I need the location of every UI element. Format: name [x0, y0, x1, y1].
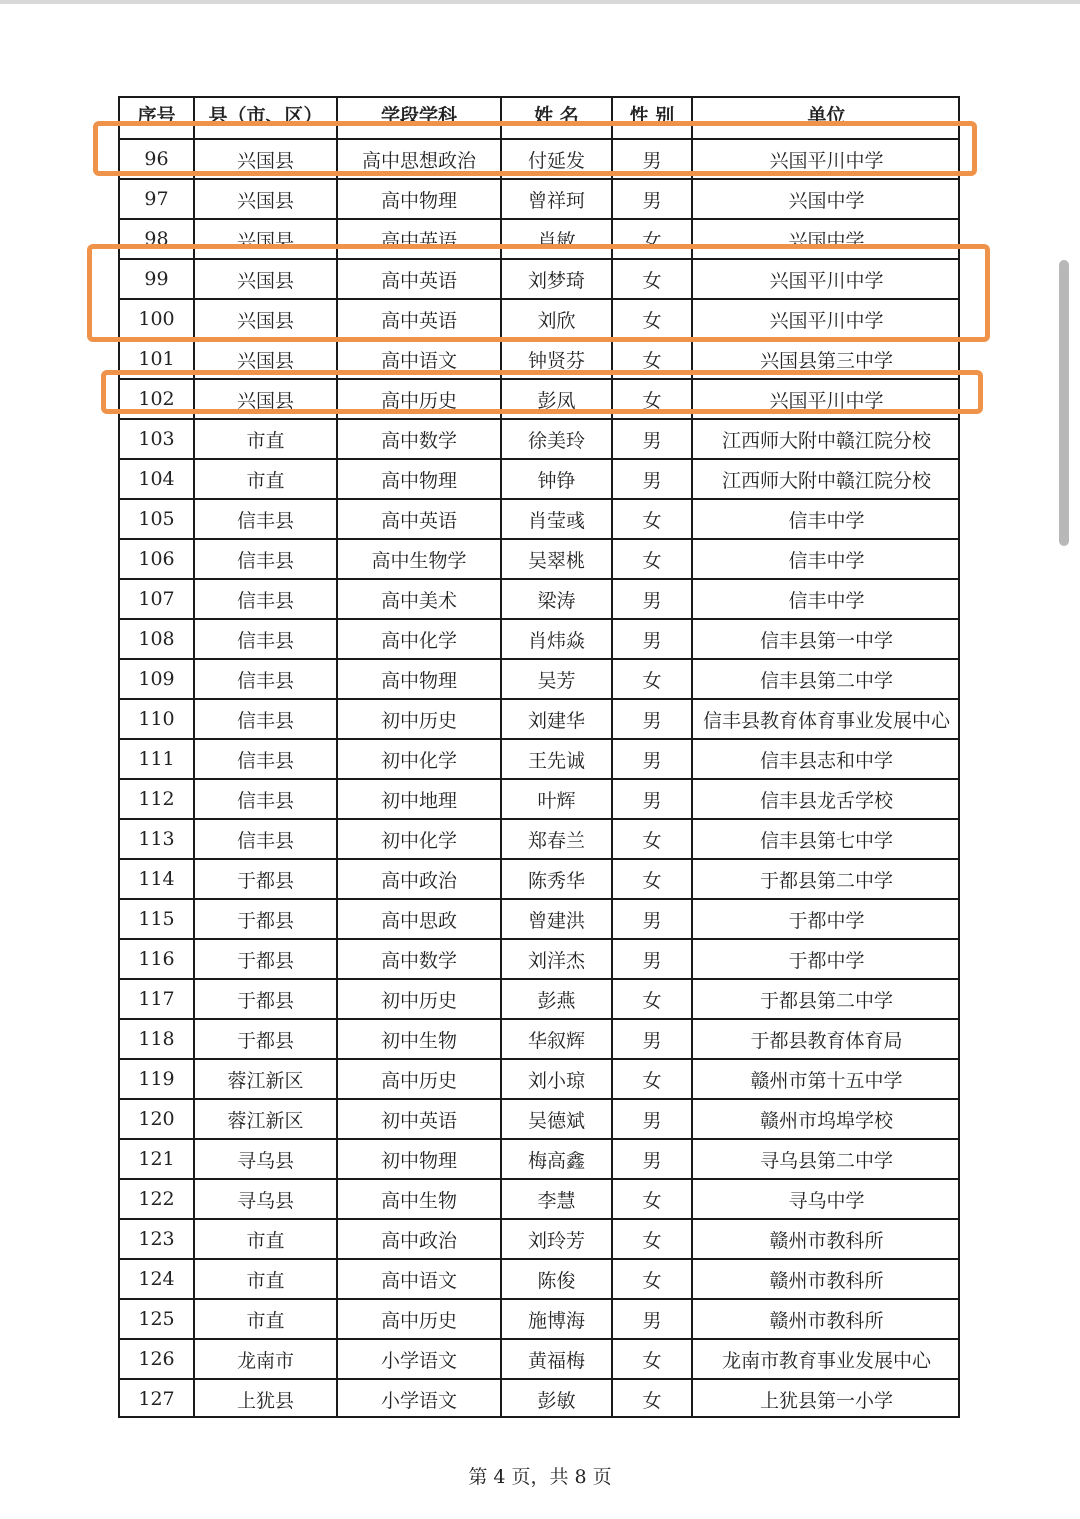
cell-subject: 高中物理 — [337, 179, 501, 219]
column-header-name: 姓 名 — [501, 96, 612, 139]
cell-name: 刘玲芳 — [501, 1219, 612, 1259]
cell-unit: 兴国平川中学 — [692, 139, 960, 179]
column-header-unit: 单位 — [692, 96, 960, 139]
teacher-list-table-wrapper — [118, 96, 960, 1418]
cell-unit: 兴国县第三中学 — [692, 339, 960, 379]
cell-subject: 初中历史 — [337, 699, 501, 739]
cell-name: 黄福梅 — [501, 1339, 612, 1379]
cell-gender: 男 — [612, 739, 692, 779]
cell-county: 市直 — [194, 1219, 337, 1259]
table-row — [119, 419, 960, 459]
cell-name: 吴德斌 — [501, 1099, 612, 1139]
cell-gender: 女 — [612, 299, 692, 339]
table-row — [119, 859, 960, 899]
table-row — [119, 379, 960, 419]
cell-seq: 115 — [119, 899, 194, 939]
table-row — [119, 1059, 960, 1099]
cell-county: 信丰县 — [194, 739, 337, 779]
cell-county: 信丰县 — [194, 819, 337, 859]
column-header-county: 县（市、区） — [194, 96, 337, 139]
cell-name: 肖莹彧 — [501, 499, 612, 539]
cell-name: 曾建洪 — [501, 899, 612, 939]
cell-unit: 江西师大附中赣江院分校 — [692, 459, 960, 499]
cell-gender: 男 — [612, 1019, 692, 1059]
cell-name: 华叙辉 — [501, 1019, 612, 1059]
cell-subject: 初中化学 — [337, 739, 501, 779]
cell-subject: 初中地理 — [337, 779, 501, 819]
cell-unit: 兴国中学 — [692, 219, 960, 259]
cell-seq: 102 — [119, 379, 194, 419]
cell-county: 兴国县 — [194, 179, 337, 219]
cell-seq: 125 — [119, 1299, 194, 1339]
cell-gender: 男 — [612, 179, 692, 219]
table-row — [119, 579, 960, 619]
cell-subject: 高中物理 — [337, 459, 501, 499]
cell-gender: 女 — [612, 1339, 692, 1379]
cell-seq: 123 — [119, 1219, 194, 1259]
cell-unit: 寻乌中学 — [692, 1179, 960, 1219]
cell-unit: 兴国平川中学 — [692, 299, 960, 339]
cell-seq: 127 — [119, 1379, 194, 1418]
cell-name: 陈俊 — [501, 1259, 612, 1299]
cell-name: 钟贤芬 — [501, 339, 612, 379]
cell-gender: 男 — [612, 699, 692, 739]
table-row — [119, 1379, 960, 1418]
cell-unit: 赣州市第十五中学 — [692, 1059, 960, 1099]
cell-subject: 高中数学 — [337, 419, 501, 459]
column-header-gender: 性 别 — [612, 96, 692, 139]
cell-seq: 114 — [119, 859, 194, 899]
cell-seq: 119 — [119, 1059, 194, 1099]
cell-name: 钟铮 — [501, 459, 612, 499]
cell-subject: 高中历史 — [337, 1299, 501, 1339]
cell-county: 蓉江新区 — [194, 1059, 337, 1099]
cell-subject: 高中英语 — [337, 499, 501, 539]
cell-name: 王先诚 — [501, 739, 612, 779]
cell-county: 于都县 — [194, 859, 337, 899]
cell-unit: 兴国平川中学 — [692, 379, 960, 419]
table-row — [119, 1219, 960, 1259]
cell-unit: 兴国平川中学 — [692, 259, 960, 299]
cell-unit: 信丰中学 — [692, 499, 960, 539]
teacher-list-table-viewport — [118, 96, 960, 1418]
cell-gender: 女 — [612, 859, 692, 899]
cell-gender: 男 — [612, 939, 692, 979]
cell-county: 兴国县 — [194, 219, 337, 259]
cell-gender: 女 — [612, 499, 692, 539]
cell-county: 信丰县 — [194, 699, 337, 739]
cell-unit: 赣州市教科所 — [692, 1299, 960, 1339]
cell-gender: 女 — [612, 219, 692, 259]
table-row — [119, 299, 960, 339]
table-row — [119, 539, 960, 579]
table-row — [119, 739, 960, 779]
cell-county: 信丰县 — [194, 579, 337, 619]
cell-county: 信丰县 — [194, 619, 337, 659]
cell-name: 刘梦琦 — [501, 259, 612, 299]
cell-county: 于都县 — [194, 939, 337, 979]
cell-gender: 男 — [612, 899, 692, 939]
cell-name: 李慧 — [501, 1179, 612, 1219]
teacher-list-table — [118, 96, 960, 1418]
cell-unit: 信丰县志和中学 — [692, 739, 960, 779]
cell-gender: 男 — [612, 1299, 692, 1339]
cell-seq: 116 — [119, 939, 194, 979]
cell-county: 信丰县 — [194, 539, 337, 579]
cell-subject: 高中历史 — [337, 1059, 501, 1099]
cell-county: 兴国县 — [194, 259, 337, 299]
cell-gender: 女 — [612, 1219, 692, 1259]
cell-subject: 初中物理 — [337, 1139, 501, 1179]
cell-name: 彭敏 — [501, 1379, 612, 1418]
cell-seq: 120 — [119, 1099, 194, 1139]
cell-county: 兴国县 — [194, 299, 337, 339]
cell-gender: 女 — [612, 539, 692, 579]
vertical-scrollbar[interactable] — [1059, 260, 1069, 546]
cell-name: 曾祥珂 — [501, 179, 612, 219]
cell-seq: 124 — [119, 1259, 194, 1299]
cell-county: 于都县 — [194, 1019, 337, 1059]
cell-subject: 小学语文 — [337, 1339, 501, 1379]
table-row — [119, 699, 960, 739]
cell-unit: 寻乌县第二中学 — [692, 1139, 960, 1179]
cell-seq: 110 — [119, 699, 194, 739]
cell-seq: 99 — [119, 259, 194, 299]
cell-name: 梁涛 — [501, 579, 612, 619]
table-row — [119, 219, 960, 259]
cell-unit: 信丰中学 — [692, 539, 960, 579]
cell-unit: 信丰县第一中学 — [692, 619, 960, 659]
cell-unit: 于都县第二中学 — [692, 859, 960, 899]
cell-name: 吴翠桃 — [501, 539, 612, 579]
table-row — [119, 779, 960, 819]
table-row — [119, 1139, 960, 1179]
cell-subject: 高中语文 — [337, 339, 501, 379]
cell-name: 彭凤 — [501, 379, 612, 419]
cell-gender: 女 — [612, 379, 692, 419]
table-row — [119, 499, 960, 539]
cell-subject: 高中思想政治 — [337, 139, 501, 179]
cell-name: 吴芳 — [501, 659, 612, 699]
cell-county: 于都县 — [194, 899, 337, 939]
cell-county: 信丰县 — [194, 499, 337, 539]
table-row — [119, 979, 960, 1019]
top-edge-line — [0, 0, 1080, 4]
table-row — [119, 939, 960, 979]
cell-subject: 初中历史 — [337, 979, 501, 1019]
cell-name: 施博海 — [501, 1299, 612, 1339]
table-row — [119, 1339, 960, 1379]
cell-county: 兴国县 — [194, 139, 337, 179]
cell-subject: 高中生物学 — [337, 539, 501, 579]
cell-seq: 108 — [119, 619, 194, 659]
cell-county: 于都县 — [194, 979, 337, 1019]
cell-name: 徐美玲 — [501, 419, 612, 459]
table-row — [119, 659, 960, 699]
cell-subject: 高中生物 — [337, 1179, 501, 1219]
cell-gender: 男 — [612, 619, 692, 659]
cell-gender: 男 — [612, 579, 692, 619]
cell-unit: 兴国中学 — [692, 179, 960, 219]
cell-gender: 女 — [612, 819, 692, 859]
table-row — [119, 1259, 960, 1299]
cell-subject: 初中英语 — [337, 1099, 501, 1139]
table-row — [119, 899, 960, 939]
cell-name: 刘欣 — [501, 299, 612, 339]
cell-seq: 121 — [119, 1139, 194, 1179]
cell-name: 郑春兰 — [501, 819, 612, 859]
table-row — [119, 459, 960, 499]
cell-seq: 98 — [119, 219, 194, 259]
cell-seq: 111 — [119, 739, 194, 779]
cell-subject: 高中英语 — [337, 219, 501, 259]
cell-gender: 男 — [612, 779, 692, 819]
cell-subject: 高中英语 — [337, 259, 501, 299]
cell-seq: 118 — [119, 1019, 194, 1059]
cell-subject: 高中物理 — [337, 659, 501, 699]
cell-subject: 小学语文 — [337, 1379, 501, 1418]
cell-unit: 信丰县第七中学 — [692, 819, 960, 859]
cell-seq: 107 — [119, 579, 194, 619]
cell-seq: 106 — [119, 539, 194, 579]
cell-county: 兴国县 — [194, 379, 337, 419]
cell-unit: 赣州市教科所 — [692, 1259, 960, 1299]
cell-gender: 女 — [612, 1379, 692, 1418]
cell-county: 市直 — [194, 1259, 337, 1299]
cell-seq: 101 — [119, 339, 194, 379]
cell-gender: 男 — [612, 1099, 692, 1139]
page-number-footer: 第 4 页，共 8 页 — [468, 1466, 612, 1488]
cell-name: 刘小琼 — [501, 1059, 612, 1099]
cell-county: 兴国县 — [194, 339, 337, 379]
table-body — [119, 139, 960, 1418]
cell-gender: 女 — [612, 1259, 692, 1299]
cell-subject: 高中思政 — [337, 899, 501, 939]
cell-county: 龙南市 — [194, 1339, 337, 1379]
cell-unit: 上犹县第一小学 — [692, 1379, 960, 1418]
cell-subject: 高中语文 — [337, 1259, 501, 1299]
cell-subject: 高中历史 — [337, 379, 501, 419]
cell-name: 陈秀华 — [501, 859, 612, 899]
cell-gender: 女 — [612, 979, 692, 1019]
table-row — [119, 1019, 960, 1059]
cell-subject: 高中英语 — [337, 299, 501, 339]
cell-unit: 江西师大附中赣江院分校 — [692, 419, 960, 459]
cell-subject: 高中化学 — [337, 619, 501, 659]
cell-county: 市直 — [194, 419, 337, 459]
cell-subject: 高中政治 — [337, 859, 501, 899]
cell-seq: 117 — [119, 979, 194, 1019]
cell-name: 付延发 — [501, 139, 612, 179]
cell-subject: 高中美术 — [337, 579, 501, 619]
cell-unit: 于都县第二中学 — [692, 979, 960, 1019]
cell-seq: 96 — [119, 139, 194, 179]
table-row — [119, 1179, 960, 1219]
table-row — [119, 179, 960, 219]
cell-county: 信丰县 — [194, 779, 337, 819]
cell-unit: 赣州市坞埠学校 — [692, 1099, 960, 1139]
cell-county: 市直 — [194, 459, 337, 499]
cell-gender: 男 — [612, 419, 692, 459]
cell-unit: 信丰县龙舌学校 — [692, 779, 960, 819]
cell-seq: 126 — [119, 1339, 194, 1379]
cell-gender: 男 — [612, 139, 692, 179]
cell-gender: 女 — [612, 659, 692, 699]
cell-seq: 104 — [119, 459, 194, 499]
table-row — [119, 619, 960, 659]
cell-unit: 于都县教育体育局 — [692, 1019, 960, 1059]
cell-subject: 高中政治 — [337, 1219, 501, 1259]
cell-gender: 男 — [612, 1139, 692, 1179]
table-row — [119, 819, 960, 859]
cell-subject: 初中生物 — [337, 1019, 501, 1059]
cell-seq: 109 — [119, 659, 194, 699]
cell-county: 蓉江新区 — [194, 1099, 337, 1139]
cell-seq: 97 — [119, 179, 194, 219]
cell-unit: 龙南市教育事业发展中心 — [692, 1339, 960, 1379]
column-header-subject: 学段学科 — [337, 96, 501, 139]
table-row — [119, 259, 960, 299]
cell-county: 寻乌县 — [194, 1179, 337, 1219]
cell-seq: 113 — [119, 819, 194, 859]
cell-unit: 于都中学 — [692, 899, 960, 939]
cell-gender: 女 — [612, 1179, 692, 1219]
cell-name: 刘洋杰 — [501, 939, 612, 979]
cell-name: 彭燕 — [501, 979, 612, 1019]
cell-county: 市直 — [194, 1299, 337, 1339]
cell-unit: 信丰县第二中学 — [692, 659, 960, 699]
table-row — [119, 339, 960, 379]
cell-county: 上犹县 — [194, 1379, 337, 1418]
cell-gender: 女 — [612, 259, 692, 299]
cell-seq: 100 — [119, 299, 194, 339]
cell-unit: 信丰中学 — [692, 579, 960, 619]
cell-subject: 初中化学 — [337, 819, 501, 859]
table-header-row — [119, 96, 960, 139]
cell-seq: 122 — [119, 1179, 194, 1219]
cell-name: 肖炜焱 — [501, 619, 612, 659]
table-row — [119, 1299, 960, 1339]
cell-name: 梅高鑫 — [501, 1139, 612, 1179]
cell-unit: 赣州市教科所 — [692, 1219, 960, 1259]
cell-gender: 女 — [612, 1059, 692, 1099]
cell-gender: 女 — [612, 339, 692, 379]
column-header-seq: 序号 — [119, 96, 194, 139]
cell-county: 信丰县 — [194, 659, 337, 699]
cell-name: 肖敏 — [501, 219, 612, 259]
cell-name: 叶辉 — [501, 779, 612, 819]
cell-seq: 112 — [119, 779, 194, 819]
cell-seq: 105 — [119, 499, 194, 539]
cell-name: 刘建华 — [501, 699, 612, 739]
table-row — [119, 139, 960, 179]
cell-subject: 高中数学 — [337, 939, 501, 979]
cell-county: 寻乌县 — [194, 1139, 337, 1179]
cell-unit: 于都中学 — [692, 939, 960, 979]
table-row — [119, 1099, 960, 1139]
cell-seq: 103 — [119, 419, 194, 459]
cell-gender: 男 — [612, 459, 692, 499]
cell-unit: 信丰县教育体育事业发展中心 — [692, 699, 960, 739]
